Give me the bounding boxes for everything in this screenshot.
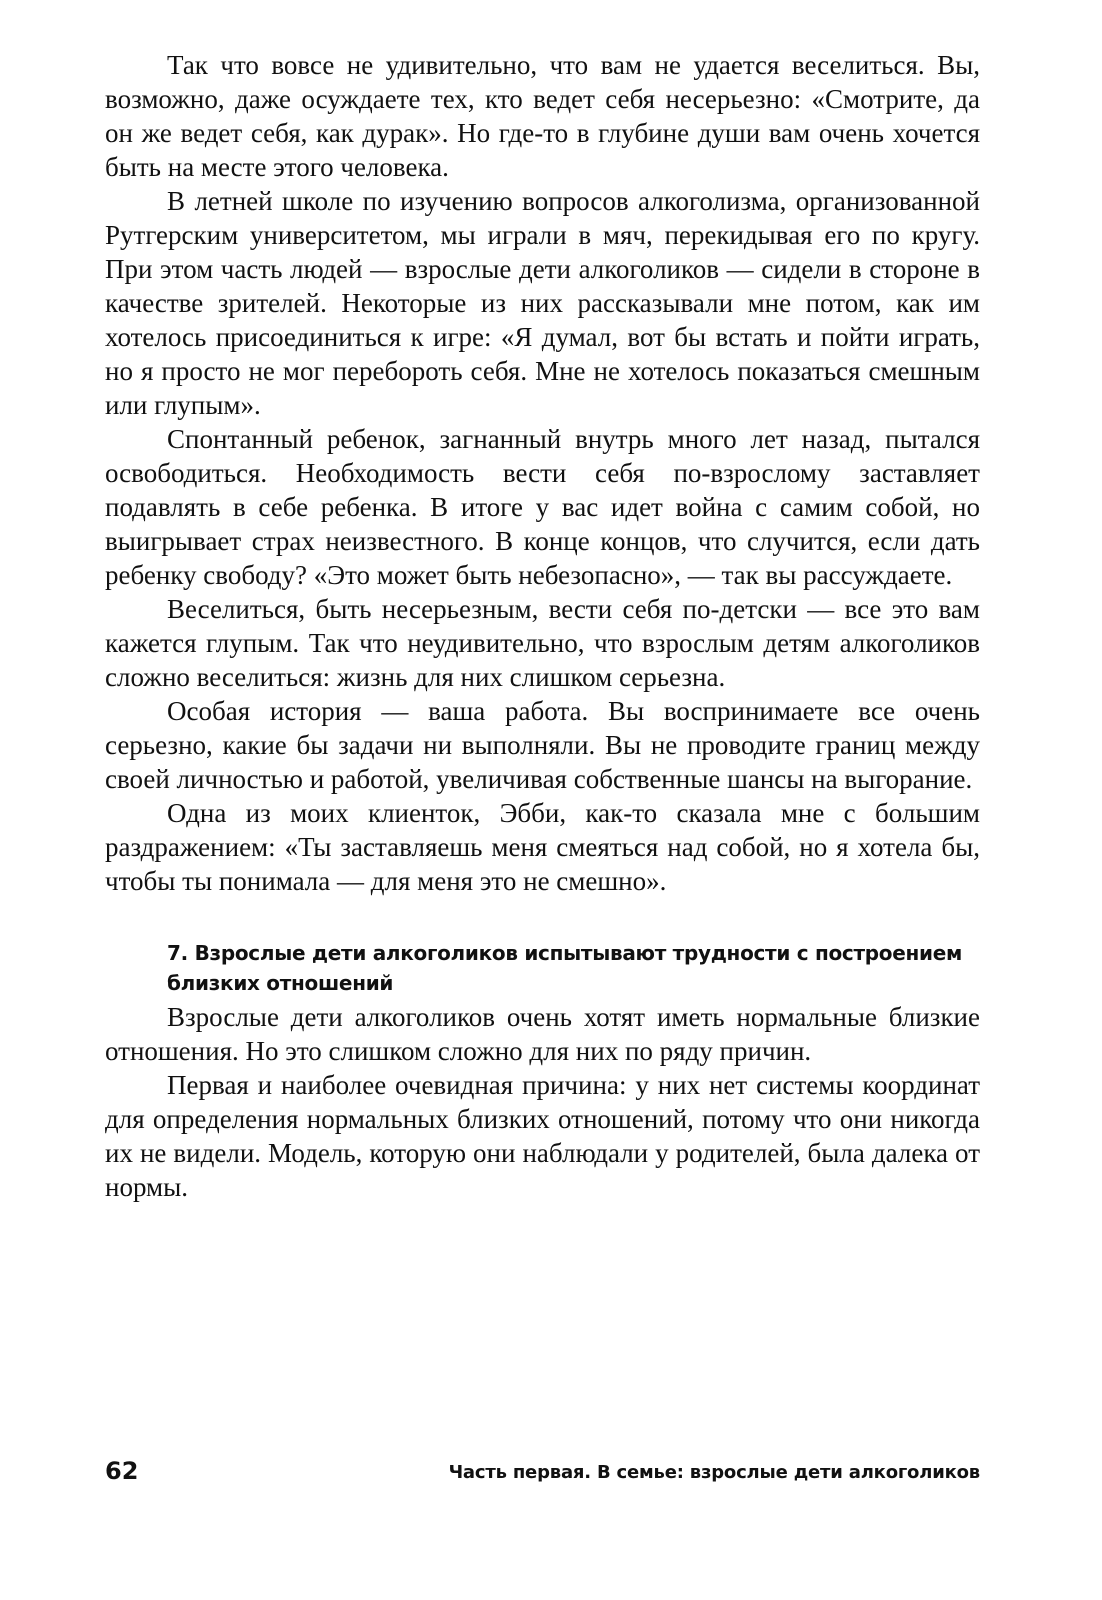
- page-footer: [105, 1456, 980, 1490]
- body-text: [105, 48, 980, 1204]
- paragraph: Веселиться, быть несерьезным, вести себя по-детски — все это вам кажется глупым. Так что неудивительно, что взрослым детям алкоголиков сложно веселиться: жизнь для них слишком серьезна.: [105, 594, 980, 692]
- paragraph: Первая и наиболее очевидная причина: у них нет системы координат для определения нормальных близких отношений, потому что они никогда их не видели. Модель, которую они наблюдали у родителей, была далека от нормы.: [105, 1070, 980, 1202]
- paragraph: Взрослые дети алкоголиков очень хотят иметь нормальные близкие отношения. Но это слишком сложно для них по ряду причин.: [105, 1002, 980, 1066]
- paragraph: В летней школе по изучению вопросов алкоголизма, организованной Рутгерским университетом, мы играли в мяч, перекидывая его по кругу. При этом часть людей — взрослые дети алкоголиков — сидели в стороне в качестве зрителей. Некоторые из них рассказывали мне потом, как им хотелось присоединиться к игре: «Я думал, вот бы встать и пойти играть, но я просто не мог перебороть себя. Мне не хотелось показаться смешным или глупым».: [105, 186, 980, 420]
- section-heading: 7. Взрослые дети алкоголиков испытывают трудности с построением близких отношений: [167, 941, 963, 995]
- page-number: 62: [105, 1457, 139, 1485]
- paragraph: Особая история — ваша работа. Вы воспринимаете все очень серьезно, какие бы задачи ни выполняли. Вы не проводите границ между своей личностью и работой, увеличивая собственные шансы на выгорание.: [105, 696, 980, 794]
- running-footer-title: Часть первая. В семье: взрослые дети алкоголиков: [448, 1462, 980, 1483]
- paragraph: Так что вовсе не удивительно, что вам не удается веселиться. Вы, возможно, даже осуждаете тех, кто ведет себя несерьезно: «Смотрите, да он же ведет себя, как дурак». Но где-то в глубине души вам очень хочется быть на месте этого человека.: [105, 50, 980, 182]
- paragraph: Одна из моих клиенток, Эбби, как-то сказала мне с большим раздражением: «Ты заставляешь меня смеяться над собой, но я хотела бы, чтобы ты понимала — для меня это не смешно».: [105, 798, 980, 896]
- paragraph: Спонтанный ребенок, загнанный внутрь много лет назад, пытался освободиться. Необходимость вести себя по-взрослому заставляет подавлять в себе ребенка. В итоге у вас идет война с самим собой, но выигрывает страх неизвестного. В конце концов, что случится, если дать ребенку свободу? «Это может быть небезопасно», — так вы рассуждаете.: [105, 424, 980, 590]
